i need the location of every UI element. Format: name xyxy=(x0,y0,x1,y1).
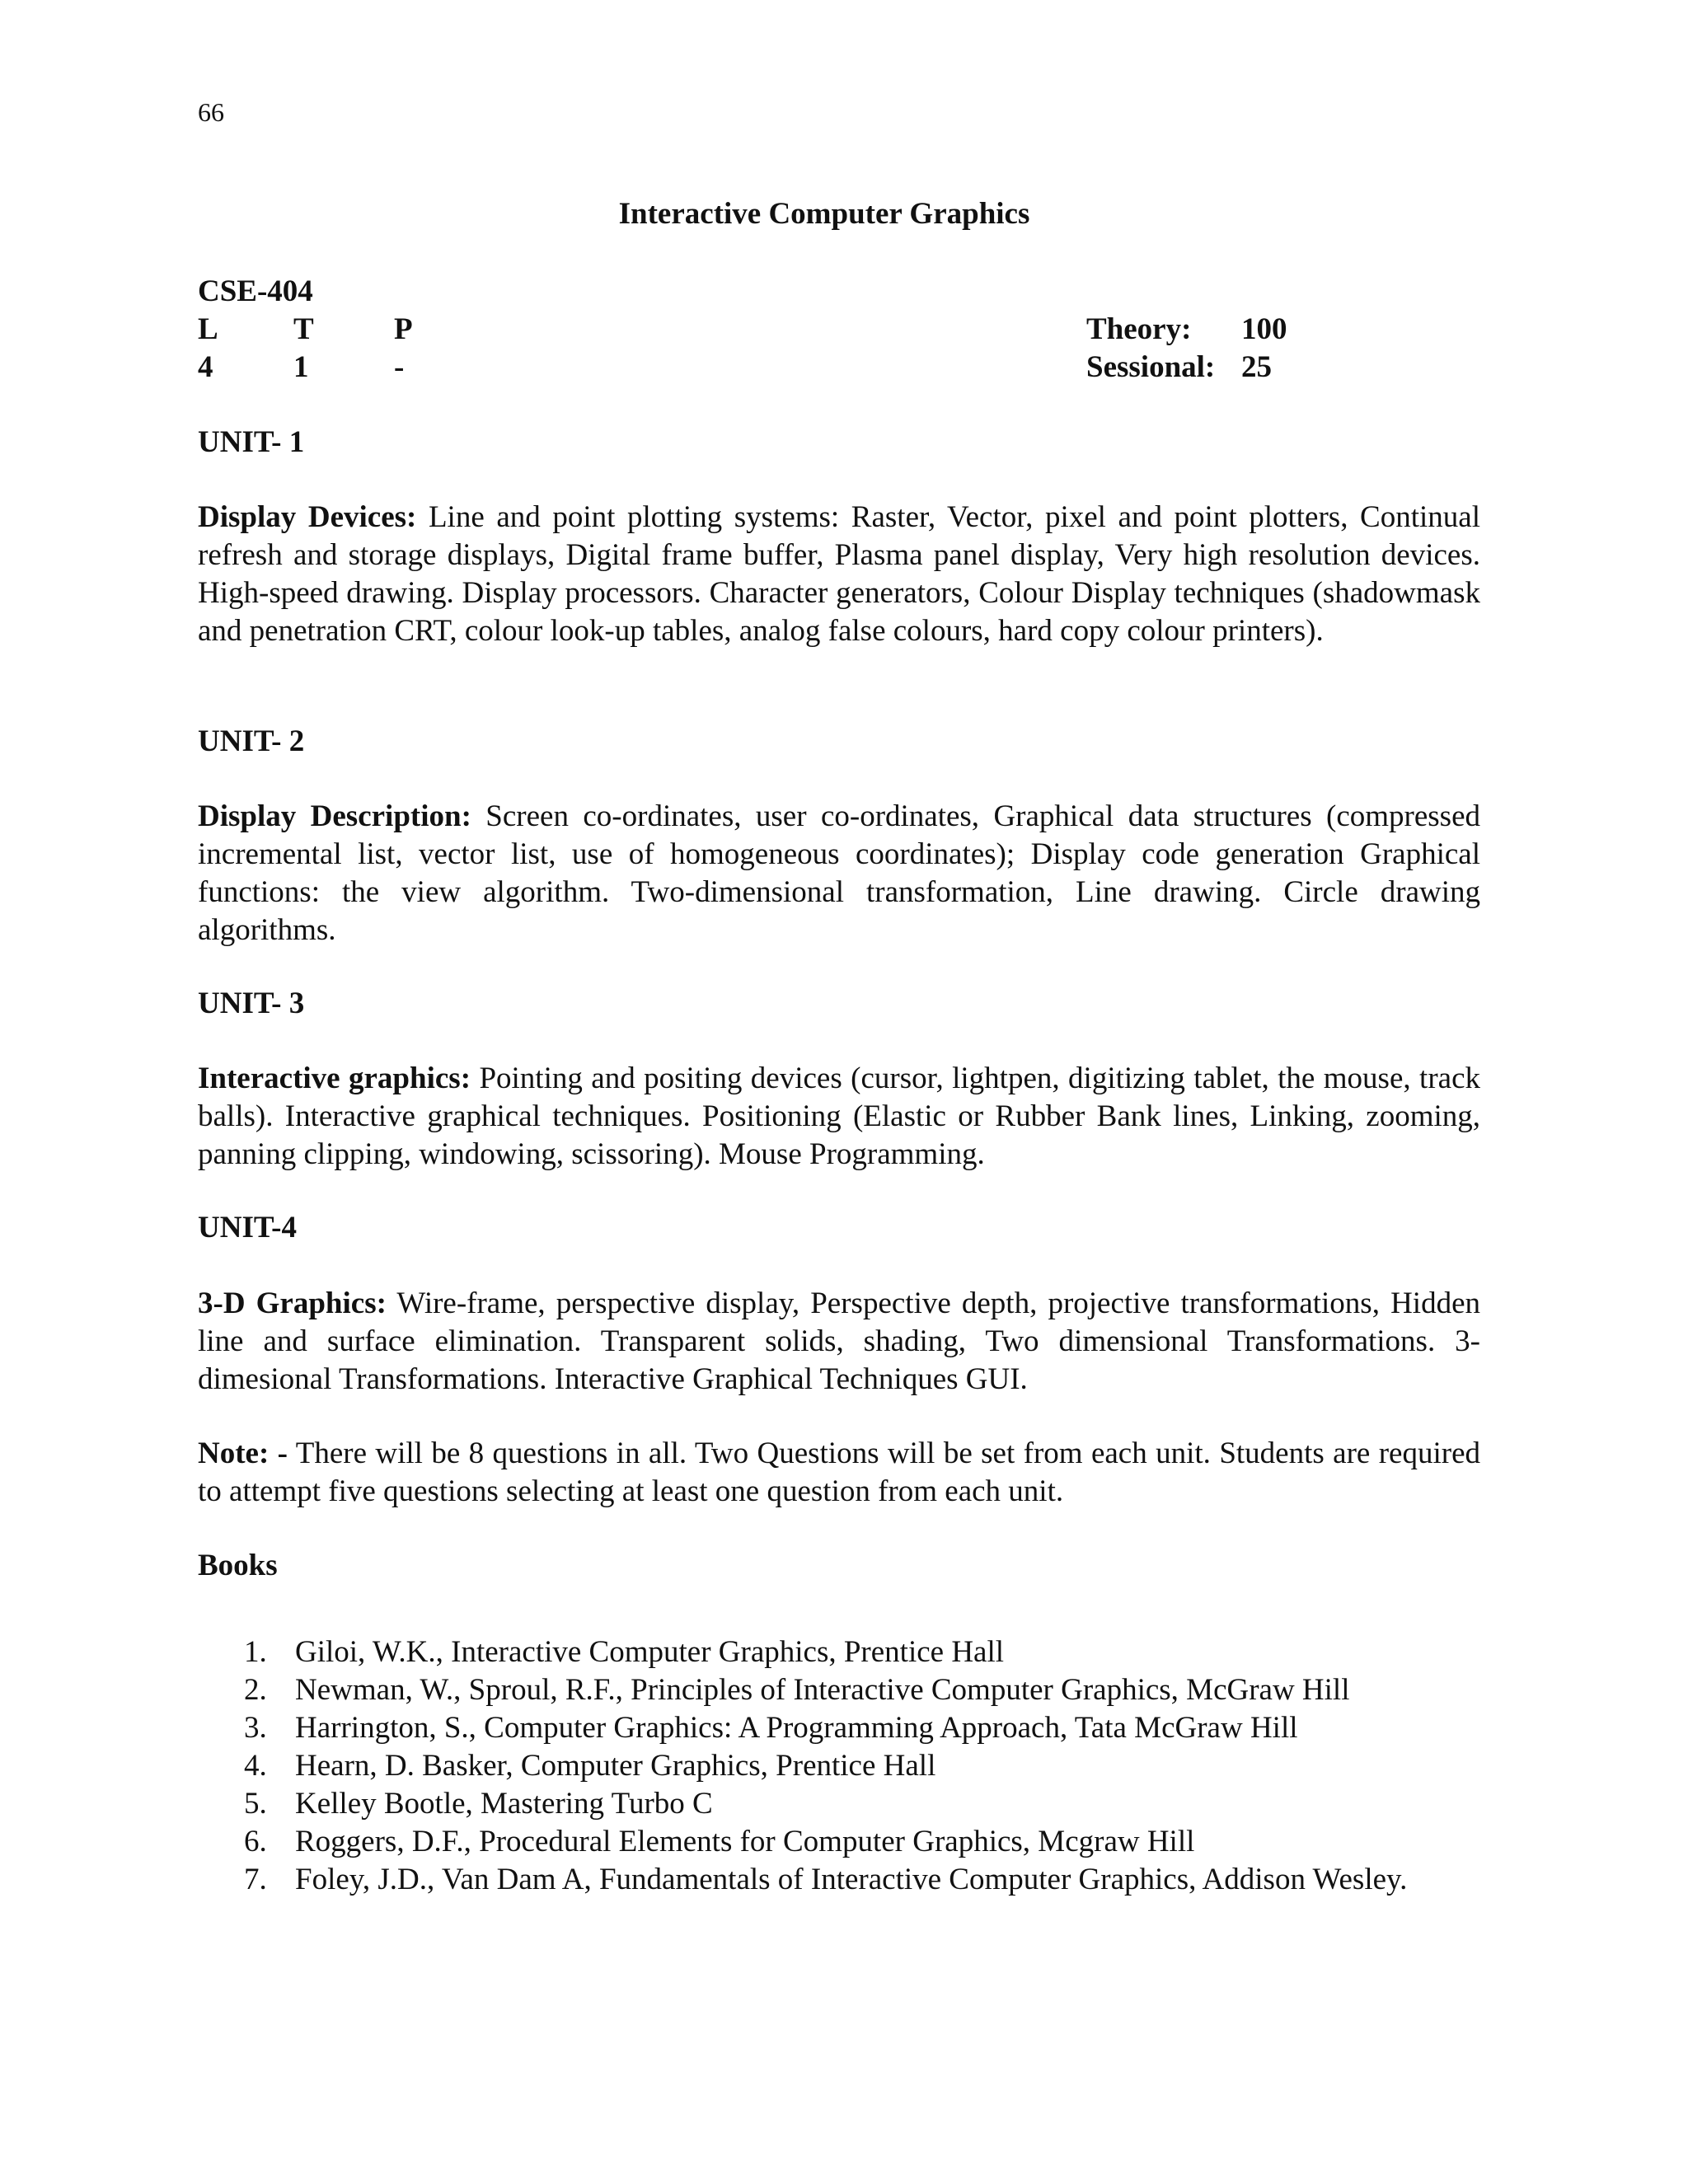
unit-3-heading: UNIT- 3 xyxy=(198,987,305,1020)
book-number: 4. xyxy=(244,1749,267,1783)
book-text: Giloi, W.K., Interactive Computer Graphics, Prentice Hall xyxy=(295,1635,1005,1669)
unit-4-heading: UNIT-4 xyxy=(198,1211,297,1244)
unit-4-content xyxy=(198,1285,1480,1399)
ltp-value-t: 1 xyxy=(293,350,309,384)
unit-1-topic: Display Devices: xyxy=(198,500,417,534)
book-item xyxy=(198,1747,1480,1785)
ltp-values-row xyxy=(198,349,1484,387)
course-title: Interactive Computer Graphics xyxy=(618,197,1030,231)
book-text: Hearn, D. Basker, Computer Graphics, Prentice Hall xyxy=(295,1749,936,1783)
ltp-value-p: - xyxy=(394,350,405,384)
book-number: 2. xyxy=(244,1673,267,1707)
unit-3-content xyxy=(198,1060,1480,1174)
theory-label: Theory: xyxy=(1086,312,1192,346)
book-text: Kelley Bootle, Mastering Turbo C xyxy=(295,1787,713,1821)
book-number: 3. xyxy=(244,1711,267,1745)
book-item xyxy=(198,1823,1480,1861)
ltp-header-l: L xyxy=(198,312,218,346)
page-number: 66 xyxy=(198,97,224,127)
course-code: CSE-404 xyxy=(198,274,313,308)
sessional-label: Sessional: xyxy=(1086,350,1216,384)
book-number: 5. xyxy=(244,1787,267,1821)
note-text: There will be 8 questions in all. Two Questions will be set from each unit. Students are required to attempt five questions selecting at least one question from each unit. xyxy=(198,1436,1480,1508)
ltp-header-p: P xyxy=(394,312,413,346)
book-number: 7. xyxy=(244,1863,267,1896)
theory-value: 100 xyxy=(1241,312,1287,346)
unit-4-text: Wire-frame, perspective display, Perspective depth, projective transformations, Hidden line and surface elimination. Transparent solids, shading, Two dimensional Transformations. 3-dimesional Transformations. Interactive Graphical Techniques GUI. xyxy=(198,1286,1480,1396)
unit-2-content xyxy=(198,798,1480,949)
book-number: 1. xyxy=(244,1635,267,1669)
unit-3-topic: Interactive graphics: xyxy=(198,1062,471,1095)
books-list xyxy=(198,1633,1480,1899)
book-text: Foley, J.D., Van Dam A, Fundamentals of Interactive Computer Graphics, Addison Wesley. xyxy=(295,1863,1408,1896)
note-label: Note: - xyxy=(198,1436,288,1470)
unit-1-heading: UNIT- 1 xyxy=(198,425,305,459)
exam-note xyxy=(198,1435,1480,1511)
unit-3-text: Pointing and positing devices (cursor, lightpen, digitizing tablet, the mouse, track balls). Interactive graphical techniques. Positioning (Elastic or Rubber Bank lines, Linking, zooming, panning clipping, windowing, scissoring). Mouse Programming. xyxy=(198,1062,1480,1171)
unit-4-topic: 3-D Graphics: xyxy=(198,1286,387,1320)
unit-2-text: Screen co-ordinates, user co-ordinates, Graphical data structures (compressed incremental list, vector list, use of homogeneous coordinates); Display code generation Graphical functions: the view algorithm. Two-dimensional transformation, Line drawing. Circle drawing algorithms. xyxy=(198,799,1480,947)
book-item xyxy=(198,1709,1480,1747)
book-item xyxy=(198,1633,1480,1671)
unit-1-content xyxy=(198,499,1480,650)
book-text: Newman, W., Sproul, R.F., Principles of Interactive Computer Graphics, McGraw Hill xyxy=(295,1673,1350,1707)
ltp-header-row xyxy=(198,312,1484,349)
book-text: Roggers, D.F., Procedural Elements for Computer Graphics, Mcgraw Hill xyxy=(295,1825,1195,1858)
book-text: Harrington, S., Computer Graphics: A Programming Approach, Tata McGraw Hill xyxy=(295,1711,1298,1745)
unit-1-text: Line and point plotting systems: Raster, Vector, pixel and point plotters, Continual refresh and storage displays, Digital frame buffer, Plasma panel display, Very high resolution devices. High-speed drawing. Display processors. Character generators, Colour Display techniques (shadowmask and penetration CRT, colour look-up tables, analog false colours, hard copy colour printers). xyxy=(198,500,1480,648)
books-heading: Books xyxy=(198,1549,278,1582)
sessional-value: 25 xyxy=(1241,350,1272,384)
book-item xyxy=(198,1785,1480,1823)
ltp-header-t: T xyxy=(293,312,314,346)
book-item xyxy=(198,1671,1480,1709)
unit-2-topic: Display Description: xyxy=(198,799,471,833)
book-number: 6. xyxy=(244,1825,267,1858)
book-item xyxy=(198,1861,1480,1899)
unit-2-heading: UNIT- 2 xyxy=(198,724,305,758)
ltp-value-l: 4 xyxy=(198,350,213,384)
